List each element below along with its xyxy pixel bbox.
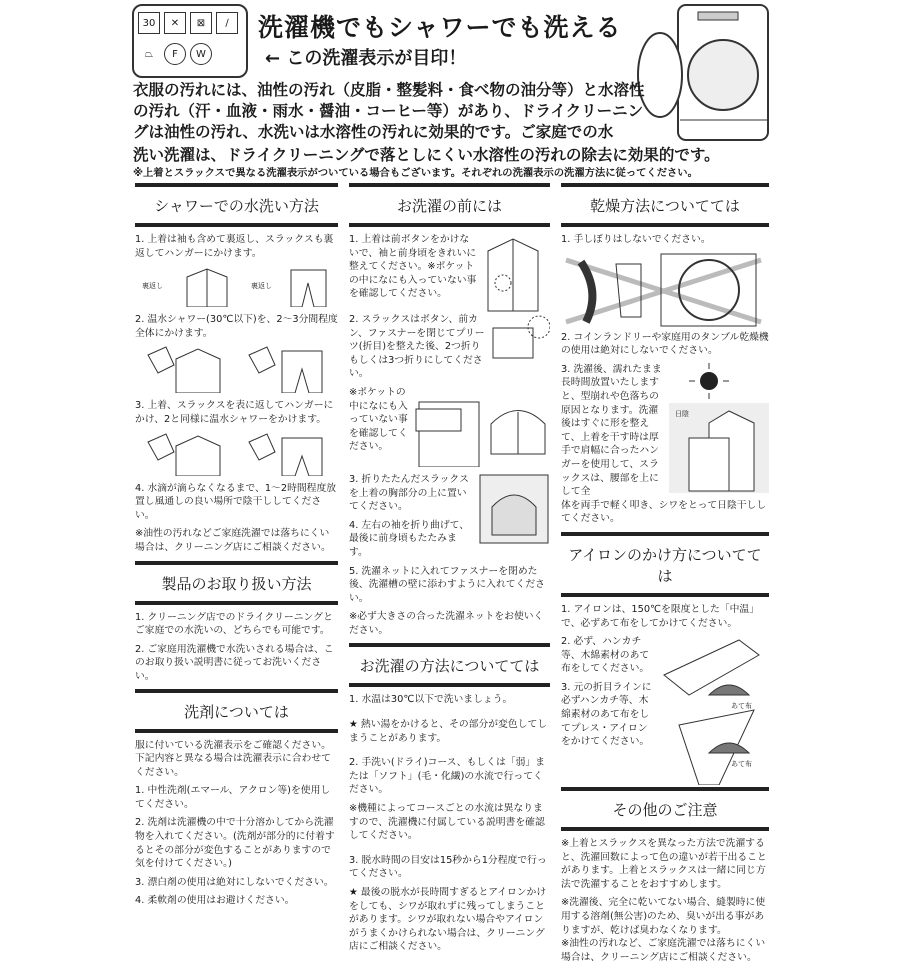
method-item-4: ※機種によってコースごとの水流は異なりますので、洗濯機に付属している説明書を確認してください。 (349, 803, 545, 842)
drying-step-1: 1. 手しぼりはしないでください。 (561, 234, 711, 245)
other-note-1: ※上着とスラックスを異なった方法で洗濯すると、洗濯回数によって色の違いが若干出ることがあります。上着とスラックスは一緒に同じ方法で洗濯することをおすすめします。 (561, 838, 767, 890)
shower-jacket-icon (146, 432, 226, 476)
no-bleach-icon: ✕ (164, 12, 186, 34)
column-right (561, 183, 769, 969)
before-step-2: 2. スラックスはボタン、前カン、ファスナーを閉じてプリーツ(折目)を整えた後、2つ折りもしくは3つ折りにしてください。 (349, 314, 485, 380)
before-step-5-note: ※必ず大きさの合った洗濯ネットをお使いください。 (349, 611, 544, 636)
method-item-5: 3. 脱水時間の目安は15秒から1分程度で行ってください。 (349, 854, 547, 880)
inside-out-label: 裏返し (142, 282, 163, 291)
ironing-illustration (659, 635, 769, 785)
ironing-step-3: 3. 元の折目ラインに必ずハンカチ等、木綿素材のあて布をしてプレス・アイロンをかけてください。 (561, 681, 652, 748)
handling-item-2: 2. ご家庭用洗濯機で水洗いされる場合は、このお取り扱い説明書に従ってお洗いください。 (135, 643, 334, 682)
detergent-item-2: 2. 洗剤は洗濯機の中で十分溶かしてから洗濯物を入れてください。(洗剤が部分的に付着するとその部分が変色することがありますので気を付けてください。) (135, 817, 335, 870)
no-tumble-dry-icon: ⊠ (190, 12, 212, 34)
inside-out-label: 裏返し (251, 282, 272, 291)
other-note-2: ※洗濯後、完全に乾いてない場合、縫製時に使用する溶剤(無公害)のため、臭いが出る事がありますが、乾けば臭わなくなります。 (561, 897, 766, 936)
section-title-ironing: アイロンのかけ方についてては (561, 532, 769, 597)
wet-clean-w-icon: W (190, 43, 212, 65)
method-item-6: ★ 最後の脱水が長時間すぎるとアイロンかけをしても、シワが取れずに残ってしまうことがあります。シワが取れない場合やアイロンがうまくかけられない場合は、クリーニング店にご相談ください。 (349, 887, 547, 953)
page-title: 洗濯機でもシャワーでも洗える (258, 13, 622, 42)
cloth-label: あて布 (731, 760, 752, 769)
method-item-3: 2. 手洗い(ドライ)コース、もしくは「弱」または「ソフト」(毛・化繊)の水流で行ってください。 (349, 757, 545, 796)
detergent-intro: 服に付いている洗濯表示をご確認ください。下記内容と異なる場合は洗濯表示に合わせてください。 (135, 739, 331, 778)
method-item-1: 1. 水温は30℃以下で洗いましょう。 (349, 694, 513, 706)
before-step-2-note: ※ポケットの中になにも入っていない事を確認してください。 (349, 386, 408, 453)
shower-step-3: 3. 上着、スラックスを表に返してハンガーにかけ、2と同様に温水シャワーをかけます。 (135, 400, 334, 425)
inside-out-illustration (135, 265, 338, 307)
subtitle: ← この洗濯表示が目印！ (265, 48, 467, 69)
detergent-item-4: 4. 柔軟剤の使用はお避けください。 (135, 895, 295, 907)
shower-note: ※油性の汚れなどご家庭洗濯では落ちにくい場合は、クリーニング店にご相談ください。 (135, 528, 331, 553)
other-note-3: ※油性の汚れなど、ご家庭洗濯では落ちにくい場合は、クリーニング店にご相談ください。 (561, 938, 766, 963)
wash-30-icon: 30 (138, 12, 160, 34)
method-item-2: ★ 熱い湯をかけると、その部分が変色してしまうことがあります。 (349, 719, 548, 744)
drying-step-3: 3. 洗濯後、濡れたまま長時間放置いたしますと、型崩れや色落ちの原因となります。洗濯後はすぐに形を整えて、上着を干す時は厚手で肩幅に合ったハンガーを使用して、スラックスは、腰部を上にして全 (561, 363, 662, 498)
handling-item-1: 1. クリーニング店でのドライクリーニングとご家庭での水洗いの、どちらでも可能です。 (135, 611, 333, 637)
shower-front-illustration (135, 432, 338, 476)
before-step-3: 3. 折りたたんだスラックスを上着の胸部分の上に置いてください。 (349, 473, 469, 513)
intro-text: 衣服の汚れには、油性の汚れ（皮脂・整髪料・食べ物の油分等）と水溶性の汚れ（汗・血液・雨水・醤油・コーヒー等）があり、ドライクリーニングは油性の汚れ、水洗いは水溶性の汚れに効果的です。ご家庭での水 (133, 81, 645, 141)
before-step-4: 4. 左右の袖を折り曲げて、最後に前身頃もたたみます。 (349, 519, 470, 558)
intro-note: ※上着とスラックスで異なる洗濯表示がついている場合もございます。それぞれの洗濯表示の洗濯方法に従ってください。 (133, 167, 698, 179)
care-label-symbols (132, 4, 248, 78)
section-title-drying: 乾燥方法についてては (561, 183, 769, 227)
jacket-icon (177, 265, 237, 307)
ironing-step-1: 1. アイロンは、150℃を限度とした「中温」で、必ずあて布をしてかけてください。 (561, 603, 760, 629)
folding-step-icon (414, 397, 484, 467)
dry-clean-f-icon: F (164, 43, 186, 65)
shower-step-2: 2. 温水シャワー(30℃以下)を、2～3分間程度全体にかけます。 (135, 314, 338, 339)
before-step-1: 1. 上着は前ボタンをかけないで、袖と前身頃をきれいに整えてください。※ポケットの中になにも入っていない事を確認してください。 (349, 234, 477, 300)
shower-step-1: 1. 上着は袖も含めて裏返し、スラックスも裏返してハンガーにかけます。 (135, 234, 334, 259)
shade-drying-illustration (669, 363, 769, 499)
column-middle (349, 183, 550, 959)
column-left (135, 183, 338, 913)
iron-icon (659, 635, 769, 785)
folded-slacks-icon (491, 313, 550, 373)
laundry-net-icon (478, 473, 550, 545)
iron-low-icon: ⏢ (145, 48, 153, 60)
detergent-item-1: 1. 中性洗剤(エマール、アクロン等)を使用してください。 (135, 785, 331, 810)
no-wring-no-tumble-illustration (561, 252, 769, 327)
slacks-icon (286, 265, 331, 307)
shower-step-4: 4. 水滴が滴らなくなるまで、1～2時間程度放置し風通しの良い場所で陰干ししてください。 (135, 482, 337, 521)
section-title-handling: 製品のお取り扱い方法 (135, 561, 338, 605)
line-dry-shade-icon: ∕ (216, 12, 238, 34)
section-title-other: その他のご注意 (561, 787, 769, 831)
sun-icon (689, 363, 729, 399)
shower-slacks-icon (247, 345, 327, 393)
shower-slacks-icon (247, 432, 327, 476)
detergent-item-3: 3. 漂白剤の使用は絶対にしないでください。 (135, 876, 334, 888)
section-title-method: お洗濯の方法についてては (349, 643, 550, 687)
shade-label: 日陰 (675, 409, 689, 418)
folded-jacket-icon (488, 402, 548, 457)
drying-step-2: 2. コインランドリーや家庭用のタンブル乾燥機の使用は絶対にしないでください。 (561, 331, 769, 357)
before-step-5: 5. 洗濯ネットに入れてファスナーを閉めた後、洗濯槽の壁に添わすように入れてください。 (349, 565, 545, 604)
cloth-label: あて布 (731, 702, 752, 711)
jacket-icon (483, 233, 543, 313)
section-title-before: お洗濯の前には (349, 183, 550, 227)
drying-step-3-end: 体を両手で軽く叩き、シワをとって日陰干ししてください。 (561, 499, 767, 525)
ironing-step-2: 2. 必ず、ハンカチ等、木綿素材のあて布をしてください。 (561, 636, 650, 675)
shower-illustration (135, 345, 338, 393)
section-title-shower: シャワーでの水洗い方法 (135, 183, 338, 227)
shower-jacket-icon (146, 345, 226, 393)
intro-text-last: 洗い洗濯は、ドライクリーニングで落としにくい水溶性の汚れの除去に効果的です。 (133, 146, 720, 164)
section-title-detergent: 洗剤については (135, 689, 338, 733)
